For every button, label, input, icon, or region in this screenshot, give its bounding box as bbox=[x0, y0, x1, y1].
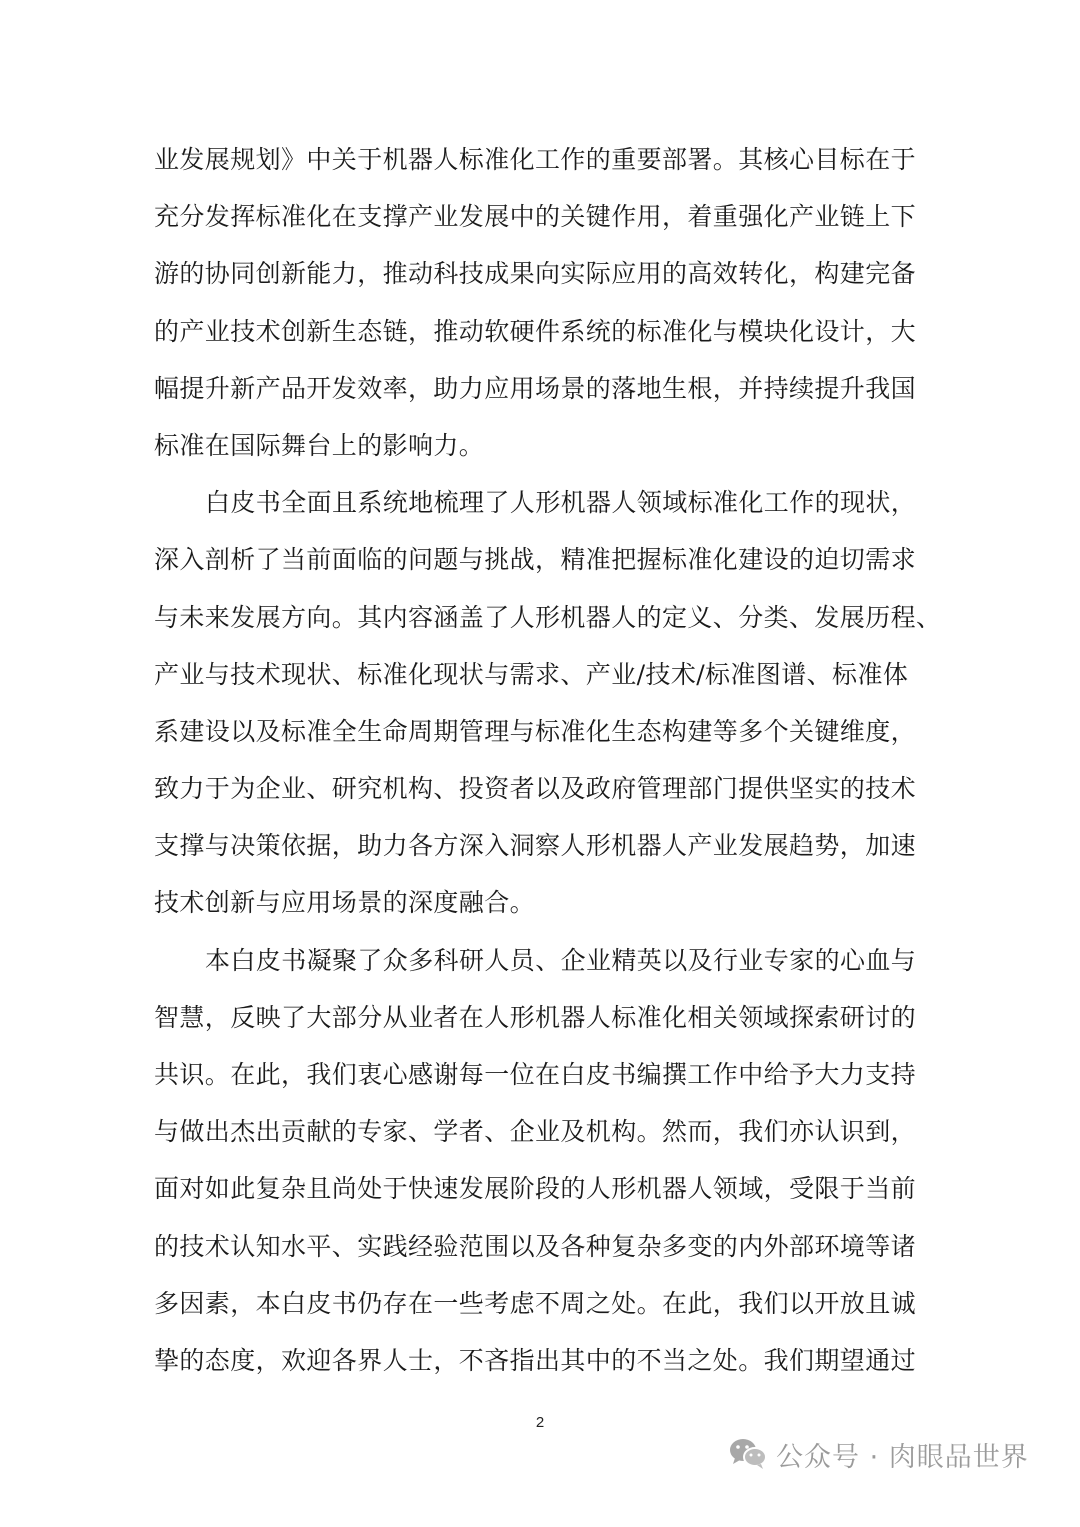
text-line: 深入剖析了当前面临的问题与挑战，精准把握标准化建设的迫切需求 bbox=[154, 545, 917, 575]
text-line: 系建设以及标准全生命周期管理与标准化生态构建等多个关键维度， bbox=[154, 716, 917, 746]
wechat-icon bbox=[728, 1437, 768, 1471]
text-line: 幅提升新产品开发效率，助力应用场景的落地生根，并持续提升我国 bbox=[154, 373, 917, 403]
watermark bbox=[728, 1428, 1029, 1480]
text-line: 白皮书全面且系统地梳理了人形机器人领域标准化工作的现状， bbox=[205, 488, 917, 518]
page-number: 2 bbox=[535, 1414, 545, 1431]
watermark-text: 公众号 · 肉眼品世界 bbox=[776, 1441, 1029, 1473]
text-line: 充分发挥标准化在支撑产业发展中的关键作用，着重强化产业链上下 bbox=[154, 202, 917, 232]
text-line: 与未来发展方向。其内容涵盖了人形机器人的定义、分类、发展历程、 bbox=[154, 602, 942, 632]
text-line: 共识。在此，我们衷心感谢每一位在白皮书编撰工作中给予大力支持 bbox=[154, 1060, 917, 1089]
text-line: 支撑与决策依据，助力各方深入洞察人形机器人产业发展趋势，加速 bbox=[154, 831, 917, 861]
text-line: 的技术认知水平、实践经验范围以及各种复杂多变的内外部环境等诸 bbox=[154, 1231, 917, 1261]
text-line: 标准在国际舞台上的影响力。 bbox=[154, 430, 485, 460]
text-line: 的产业技术创新生态链，推动软硬件系统的标准化与模块化设计，大 bbox=[154, 316, 917, 346]
text-line: 本白皮书凝聚了众多科研人员、企业精英以及行业专家的心血与 bbox=[205, 945, 917, 975]
text-line: 智慧，反映了大部分从业者在人形机器人标准化相关领域探索研讨的 bbox=[154, 1002, 917, 1032]
text-line: 产业与技术现状、标准化现状与需求、产业/技术/标准图谱、标准体 bbox=[154, 659, 909, 689]
text-line: 业发展规划》中关于机器人标准化工作的重要部署。其核心目标在于 bbox=[154, 145, 917, 174]
text-line: 与做出杰出贡献的专家、学者、企业及机构。然而，我们亦认识到， bbox=[154, 1117, 917, 1147]
text-line: 致力于为企业、研究机构、投资者以及政府管理部门提供坚实的技术 bbox=[154, 774, 917, 804]
text-line: 技术创新与应用场景的深度融合。 bbox=[154, 888, 536, 918]
text-line: 多因素，本白皮书仍存在一些考虑不周之处。在此，我们以开放且诚 bbox=[154, 1288, 917, 1318]
text-line: 面对如此复杂且尚处于快速发展阶段的人形机器人领域，受限于当前 bbox=[154, 1174, 917, 1204]
text-line: 挚的态度，欢迎各界人士，不吝指出其中的不当之处。我们期望通过 bbox=[154, 1345, 917, 1375]
body-text bbox=[154, 131, 942, 1389]
text-line: 游的协同创新能力，推动科技成果向实际应用的高效转化，构建完备 bbox=[154, 259, 917, 289]
